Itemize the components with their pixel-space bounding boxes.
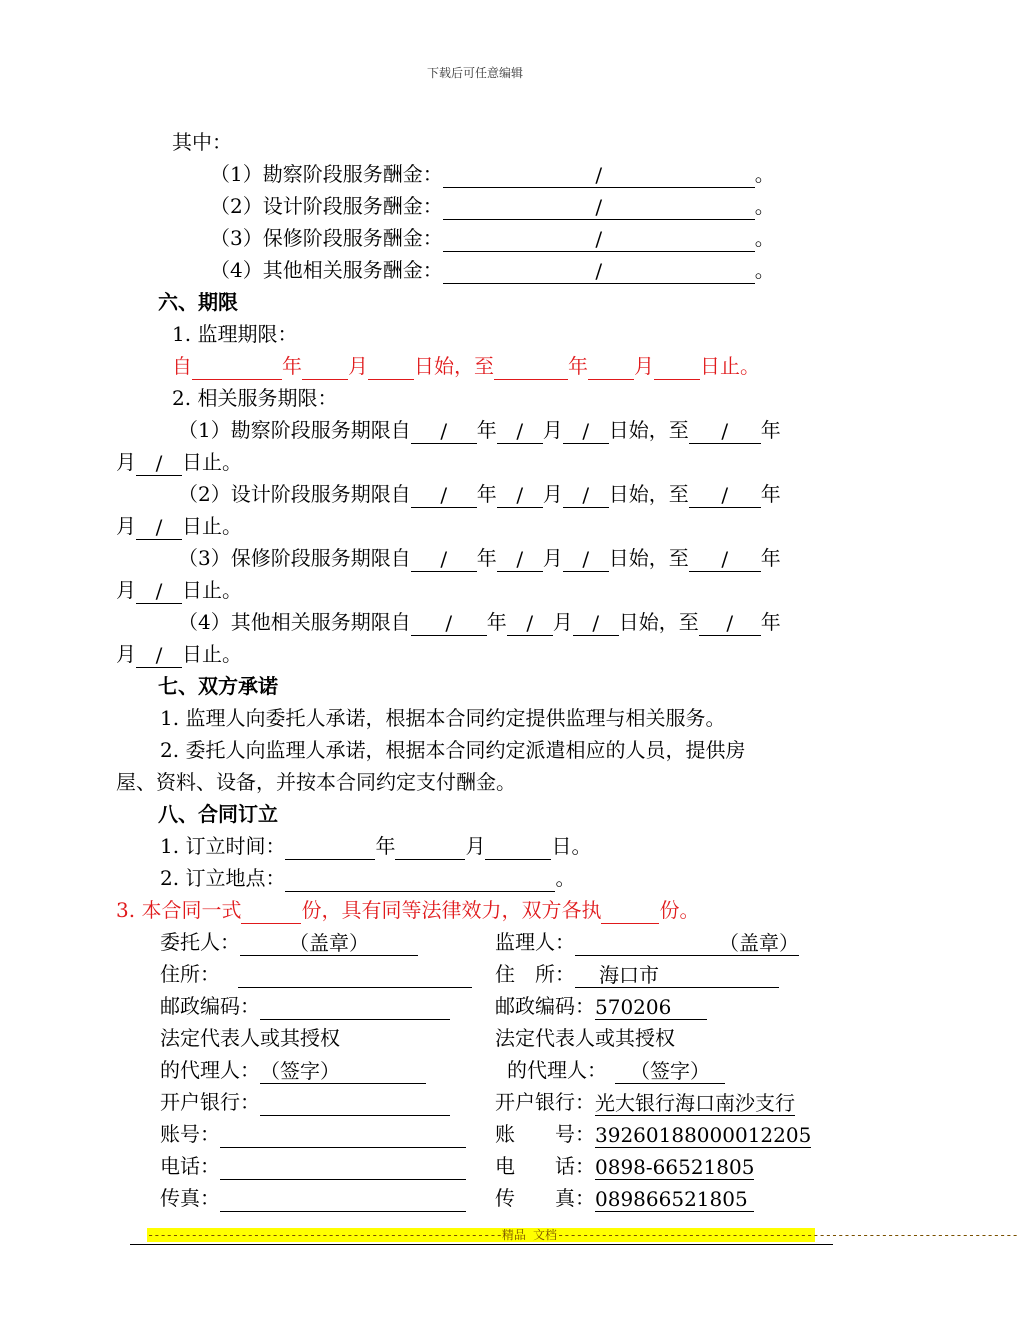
month: 月 [116, 578, 136, 602]
supervisor-label: 监理人： [495, 930, 575, 954]
period-year2: 年 [568, 354, 588, 378]
period-year2-blank[interactable] [494, 355, 568, 380]
blank[interactable]: / [411, 547, 477, 572]
signing-place-blank[interactable] [285, 867, 555, 892]
copies-text-c: 份。 [659, 898, 700, 922]
page-header: 下载后可任意编辑 [426, 66, 523, 80]
client-rep-row [160, 1056, 426, 1084]
supervisor-postcode-row [495, 992, 707, 1020]
period-day-end: 日止。 [700, 354, 760, 378]
month: 月 [542, 482, 563, 506]
day: 日。 [551, 834, 592, 858]
supervisor-rep-label: 的代理人： [507, 1058, 607, 1082]
supervisor-address-label: 住 所： [495, 962, 575, 986]
service-period-label: （1）勘察阶段服务期限自 [178, 418, 411, 442]
fee-value[interactable]: / [443, 227, 755, 252]
blank[interactable]: / [497, 547, 543, 572]
day-end: 日止。 [182, 642, 242, 666]
fee-item-4 [210, 256, 775, 284]
day-end: 日止。 [182, 514, 242, 538]
day-end: 日止。 [182, 450, 242, 474]
client-account-blank[interactable] [220, 1123, 466, 1148]
section6-title: 六、期限 [158, 290, 238, 314]
supervisor-address-value: 海口市 [599, 963, 659, 987]
blank[interactable]: / [507, 611, 553, 636]
client-postcode-label: 邮政编码： [160, 994, 260, 1018]
fee-value[interactable]: / [443, 259, 755, 284]
supervisor-signature[interactable]: （签字） [615, 1059, 725, 1084]
service-period-3-cont [116, 576, 242, 604]
blank[interactable]: / [699, 611, 761, 636]
supervisor-row [495, 928, 799, 956]
client-account-label: 账号： [160, 1122, 220, 1146]
fee-label: （1）勘察阶段服务酬金： [210, 162, 443, 186]
month: 月 [116, 450, 136, 474]
client-address-blank[interactable] [238, 963, 472, 988]
fee-end: 。 [754, 194, 775, 218]
client-bank-blank[interactable] [260, 1091, 450, 1116]
year: 年 [486, 610, 507, 634]
day-start: 日始，至 [608, 482, 689, 506]
fee-item-2 [210, 192, 775, 220]
year: 年 [476, 418, 497, 442]
blank[interactable]: / [411, 419, 477, 444]
service-period-label: （2）设计阶段服务期限自 [178, 482, 411, 506]
period-month2-blank[interactable] [588, 355, 634, 380]
section6-p1: 1. 监理期限： [172, 322, 298, 346]
footer-text: 精品 文档 [501, 1228, 558, 1242]
supervisor-phone-row [495, 1152, 754, 1180]
section7-p2b: 屋、资料、设备，并按本合同约定支付酬金。 [116, 770, 516, 794]
client-bank-row [160, 1088, 450, 1116]
footer-dashes-right: -------------------------------------------------------------------------- [557, 1228, 1018, 1242]
blank[interactable]: / [563, 419, 609, 444]
service-period-3 [178, 544, 781, 572]
section7-p2a: 2. 委托人向监理人承诺，根据本合同约定派遣相应的人员，提供房 [160, 738, 746, 762]
supervisor-bank-row [495, 1088, 795, 1116]
blank[interactable]: / [689, 419, 761, 444]
signing-place-end: 。 [555, 866, 576, 890]
year: 年 [760, 546, 781, 570]
client-phone-blank[interactable] [220, 1155, 466, 1180]
blank[interactable]: / [497, 419, 543, 444]
year: 年 [476, 546, 497, 570]
service-period-4-cont [116, 640, 242, 668]
period-day-blank[interactable] [368, 355, 414, 380]
fee-item-3 [210, 224, 775, 252]
supervisor-account[interactable]: 39260188000012205 [595, 1123, 812, 1147]
footer-banner [147, 1228, 1018, 1242]
supervisor-rep-row [507, 1056, 725, 1084]
fee-end: 。 [754, 226, 775, 250]
service-period-1-cont [116, 448, 242, 476]
blank[interactable]: / [689, 547, 761, 572]
fee-end: 。 [754, 162, 775, 186]
client-signature[interactable]: （签字） [260, 1059, 426, 1084]
fees-intro: 其中： [172, 130, 232, 154]
month: 月 [116, 514, 136, 538]
month: 月 [552, 610, 573, 634]
client-bank-label: 开户银行： [160, 1090, 260, 1114]
section8-title: 八、合同订立 [158, 802, 278, 826]
blank[interactable]: / [136, 515, 182, 540]
section7-title: 七、双方承诺 [158, 674, 278, 698]
service-period-2 [178, 480, 781, 508]
signing-place-label: 2. 订立地点： [160, 866, 286, 890]
month: 月 [542, 546, 563, 570]
blank[interactable]: / [563, 547, 609, 572]
client-address-row [160, 960, 472, 988]
client-rep1: 法定代表人或其授权 [160, 1026, 340, 1050]
month: 月 [465, 834, 486, 858]
supervisor-postcode[interactable]: 570206 [595, 995, 707, 1020]
month: 月 [542, 418, 563, 442]
blank[interactable]: / [136, 643, 182, 668]
client-fax-label: 传真： [160, 1186, 220, 1210]
supervisor-fax-label: 传 真： [495, 1186, 595, 1210]
supervisor-stamp[interactable]: （盖章） [575, 931, 799, 956]
section7-p1: 1. 监理人向委托人承诺，根据本合同约定提供监理与相关服务。 [160, 706, 726, 730]
blank[interactable]: / [411, 611, 487, 636]
fee-label: （2）设计阶段服务酬金： [210, 194, 443, 218]
period-month-blank[interactable] [302, 355, 348, 380]
blank[interactable]: / [563, 483, 609, 508]
fee-label: （4）其他相关服务酬金： [210, 258, 443, 282]
blank[interactable]: / [411, 483, 477, 508]
supervision-period-line [172, 352, 760, 380]
supervisor-fax-row [495, 1184, 754, 1212]
year: 年 [760, 418, 781, 442]
supervisor-rep1: 法定代表人或其授权 [495, 1026, 675, 1050]
fee-label: （3）保修阶段服务酬金： [210, 226, 443, 250]
signing-place [160, 864, 575, 892]
service-period-4 [178, 608, 781, 636]
service-period-2-cont [116, 512, 242, 540]
fee-value[interactable]: / [443, 163, 755, 188]
supervisor-bank-label: 开户银行： [495, 1090, 595, 1114]
signing-time-label: 1. 订立时间： [160, 834, 286, 858]
fee-item-1 [210, 160, 775, 188]
client-phone-label: 电话： [160, 1154, 220, 1178]
period-year-blank[interactable] [192, 355, 282, 380]
signing-month-blank[interactable] [395, 835, 465, 860]
supervisor-phone[interactable]: 0898-66521805 [595, 1155, 755, 1179]
supervisor-bank[interactable]: 光大银行海口南沙支行 [595, 1091, 795, 1115]
copies-text-a: 3. 本合同一式 [116, 898, 242, 922]
copies-text-b: 份，具有同等法律效力，双方各执 [301, 898, 602, 922]
year: 年 [476, 482, 497, 506]
client-row [160, 928, 418, 956]
copies-total-blank[interactable] [241, 899, 301, 924]
period-year: 年 [282, 354, 302, 378]
supervisor-account-label: 账 号： [495, 1122, 595, 1146]
client-postcode-row [160, 992, 450, 1020]
year: 年 [375, 834, 396, 858]
section6-p2: 2. 相关服务期限： [172, 386, 338, 410]
period-from: 自 [172, 354, 192, 378]
client-rep-label: 的代理人： [160, 1058, 260, 1082]
period-day-start: 日始，至 [414, 354, 494, 378]
service-period-1 [178, 416, 781, 444]
period-month: 月 [348, 354, 368, 378]
day-start: 日始，至 [608, 546, 689, 570]
service-period-label: （3）保修阶段服务期限自 [178, 546, 411, 570]
signing-year-blank[interactable] [285, 835, 375, 860]
footer-divider [130, 1244, 833, 1245]
supervisor-account-row [495, 1120, 811, 1148]
year: 年 [760, 482, 781, 506]
copies-each-blank[interactable] [601, 899, 659, 924]
blank[interactable]: / [136, 451, 182, 476]
blank[interactable]: / [136, 579, 182, 604]
year: 年 [760, 610, 781, 634]
client-fax-row [160, 1184, 466, 1212]
period-month2: 月 [634, 354, 654, 378]
client-postcode-blank[interactable] [260, 995, 450, 1020]
month: 月 [116, 642, 136, 666]
blank[interactable]: / [573, 611, 619, 636]
supervisor-phone-label: 电 话： [495, 1154, 595, 1178]
blank[interactable]: / [689, 483, 761, 508]
supervisor-address-row [495, 960, 779, 988]
client-stamp[interactable]: （盖章） [240, 931, 418, 956]
client-phone-row [160, 1152, 466, 1180]
signing-day-blank[interactable] [485, 835, 551, 860]
client-label: 委托人： [160, 930, 240, 954]
fee-end: 。 [754, 258, 775, 282]
client-address-label: 住所： [160, 962, 220, 986]
signing-time [160, 832, 591, 860]
client-fax-blank[interactable] [220, 1187, 466, 1212]
period-day2-blank[interactable] [654, 355, 700, 380]
service-period-label: （4）其他相关服务期限自 [178, 610, 411, 634]
supervisor-fax[interactable]: 089866521805 [595, 1187, 754, 1212]
supervisor-address[interactable] [575, 963, 779, 988]
blank[interactable]: / [497, 483, 543, 508]
fee-value[interactable]: / [443, 195, 755, 220]
copies-clause [116, 896, 699, 924]
day-start: 日始，至 [608, 418, 689, 442]
client-account-row [160, 1120, 466, 1148]
day-end: 日止。 [182, 578, 242, 602]
supervisor-postcode-label: 邮政编码： [495, 994, 595, 1018]
footer-dashes-left: --------------------------------------------------------- [147, 1228, 502, 1242]
day-start: 日始，至 [618, 610, 699, 634]
